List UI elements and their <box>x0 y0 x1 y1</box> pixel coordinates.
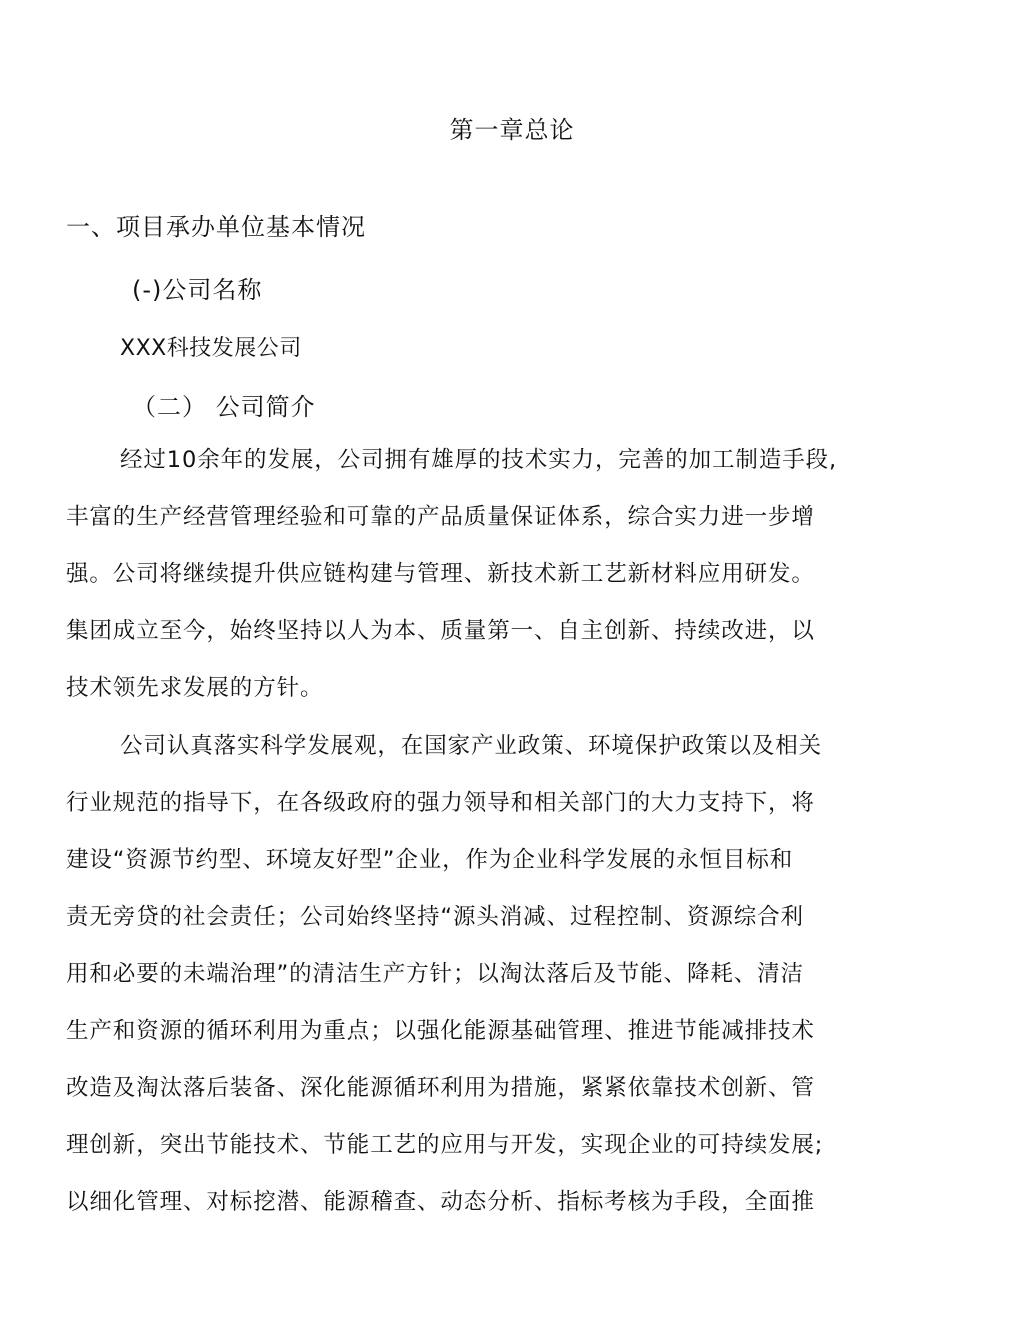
paragraph-line: 责无旁贷的社会责任；公司始终坚持“源头消减、过程控制、资源综合利 <box>66 904 804 930</box>
paragraph-line: 强。公司将继续提升供应链构建与管理、新技术新工艺新材料应用研发。 <box>66 561 815 587</box>
paragraph-line: 生产和资源的循环利用为重点；以强化能源基础管理、推进节能减排技术 <box>66 1018 815 1044</box>
paragraph-line: 理创新，突出节能技术、节能工艺的应用与开发，实现企业的可持续发展; <box>66 1132 824 1158</box>
chapter-title: 第一章总论 <box>449 116 575 144</box>
paragraph-company-profile <box>66 432 846 717</box>
company-name-value: XXX科技发展公司 <box>120 336 302 361</box>
paragraph-line: 集团成立至今，始终坚持以人为本、质量第一、自主创新、持续改进，以 <box>66 618 815 644</box>
paragraph-line: 技术领先求发展的方针。 <box>66 675 324 701</box>
subsection-heading-company-name: (-)公司名称 <box>132 276 263 304</box>
section-heading: 一、项目承办单位基本情况 <box>66 213 366 241</box>
paragraph-line: 公司认真落实科学发展观，在国家产业政策、环境保护政策以及相关 <box>120 733 823 759</box>
paragraph-line: 建设“资源节约型、环境友好型”企业，作为企业科学发展的永恒目标和 <box>66 847 794 873</box>
paragraph-line: 行业规范的指导下，在各级政府的强力领导和相关部门的大力支持下，将 <box>66 790 815 816</box>
paragraph-line: 以细化管理、对标挖潜、能源稽查、动态分析、指标考核为手段，全面推 <box>66 1189 815 1215</box>
paragraph-line: 改造及淘汰落后装备、深化能源循环利用为措施，紧紧依靠技术创新、管 <box>66 1075 815 1101</box>
paragraph-development-policy <box>66 718 846 1231</box>
paragraph-line: 丰富的生产经营管理经验和可靠的产品质量保证体系，综合实力进一步增 <box>66 504 815 530</box>
paragraph-line: 用和必要的未端治理”的清洁生产方针；以淘汰落后及节能、降耗、清洁 <box>66 961 804 987</box>
paragraph-line: 经过10余年的发展，公司拥有雄厚的技术实力，完善的加工制造手段, <box>120 447 838 473</box>
subsection-heading-company-profile: （二） 公司简介 <box>132 393 316 421</box>
